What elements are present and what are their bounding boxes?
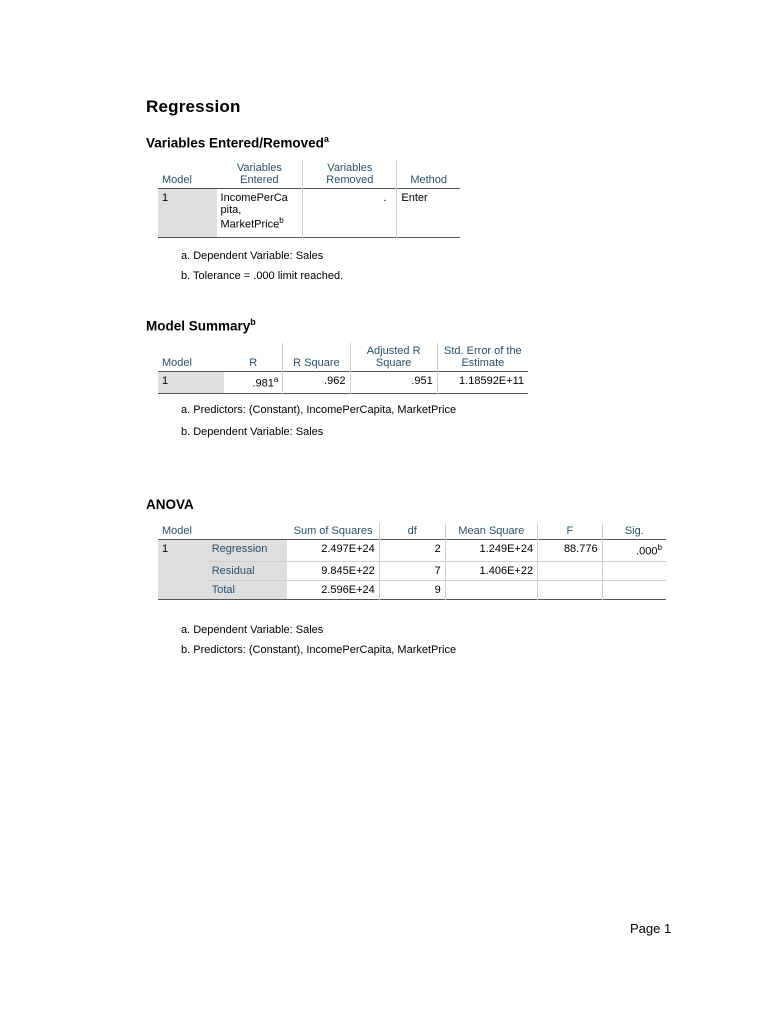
variables-table	[158, 160, 460, 238]
variables-entered-cell	[217, 189, 303, 238]
model-cell: 1	[158, 372, 224, 394]
std-error-cell: 1.18592E+11	[437, 372, 528, 394]
model-cell: 1	[158, 189, 217, 238]
model-cell: 1	[158, 540, 208, 600]
row-label: Total	[208, 580, 288, 599]
col-model: Model	[162, 357, 192, 369]
col-sig: Sig.	[602, 523, 666, 540]
col-variables-removed: Variables Removed	[303, 160, 397, 189]
table-row	[158, 189, 460, 238]
footnote: a. Dependent Variable: Sales	[181, 250, 324, 262]
df-cell: 7	[379, 561, 445, 580]
page-title: Regression	[146, 97, 241, 116]
page-number: Page 1	[630, 921, 672, 936]
col-f: F	[538, 523, 603, 540]
col-sum-of-squares: Sum of Squares	[293, 525, 373, 537]
entered-text: MarketPrice	[220, 218, 280, 231]
variables-heading-sup: a	[323, 134, 329, 144]
col-df: df	[379, 523, 445, 540]
ms-cell	[445, 580, 537, 599]
col-adj-r-square: Adjusted R Square	[350, 343, 437, 372]
footnote: a. Dependent Variable: Sales	[181, 624, 324, 636]
variables-heading-text: Variables Entered/Removed	[146, 135, 324, 151]
col-model: Model	[162, 525, 192, 537]
col-r-square: R Square	[283, 343, 350, 372]
ss-cell: 9.845E+22	[287, 561, 379, 580]
r-cell	[224, 372, 283, 394]
r-square-cell: .962	[283, 372, 350, 394]
df-cell: 2	[379, 540, 445, 562]
col-r: R	[249, 357, 258, 369]
entered-line: IncomePerCa	[220, 192, 288, 204]
anova-table	[158, 523, 666, 600]
ss-cell: 2.497E+24	[321, 543, 375, 555]
r-sup: a	[273, 375, 279, 384]
footnote: b. Dependent Variable: Sales	[181, 426, 324, 438]
model-summary-heading	[146, 317, 256, 334]
footnote: a. Predictors: (Constant), IncomePerCapita, MarketPrice	[181, 404, 457, 416]
f-cell: 88.776	[538, 540, 603, 562]
adj-r-square-cell: .951	[350, 372, 437, 394]
row-label: Residual	[208, 561, 288, 580]
ss-cell: 2.596E+24	[287, 580, 379, 599]
row-label: Regression	[208, 540, 288, 562]
df-cell: 9	[379, 580, 445, 599]
col-variables-entered: Variables Entered	[236, 162, 282, 186]
sig-cell	[602, 561, 666, 580]
table-row	[158, 580, 666, 599]
sig-value: .000	[636, 545, 658, 558]
col-std-error: Std. Error of the Estimate	[437, 343, 528, 372]
anova-heading: ANOVA	[146, 497, 194, 512]
col-model: Model	[162, 174, 192, 186]
sig-cell	[602, 580, 666, 599]
sig-sup: b	[657, 543, 662, 552]
model-summary-table	[158, 343, 528, 394]
entered-sup: b	[279, 216, 284, 225]
variables-heading	[146, 134, 329, 151]
table-row	[158, 372, 528, 394]
col-blank	[208, 523, 288, 540]
f-cell	[538, 580, 603, 599]
variables-removed-cell: .	[303, 189, 397, 238]
f-cell	[538, 561, 603, 580]
footnote: b. Predictors: (Constant), IncomePerCapita, MarketPrice	[181, 644, 457, 656]
entered-line: pita,	[220, 204, 242, 216]
sig-cell	[602, 540, 666, 562]
r-value: .981	[252, 377, 274, 390]
footnote: b. Tolerance = .000 limit reached.	[181, 270, 344, 282]
col-method: Method	[397, 160, 460, 189]
ms-cell: 1.249E+24	[445, 540, 537, 562]
col-mean-square: Mean Square	[445, 523, 537, 540]
method-cell: Enter	[397, 189, 460, 238]
model-summary-heading-sup: b	[250, 317, 256, 327]
model-summary-heading-text: Model Summary	[146, 318, 251, 334]
ms-cell: 1.406E+22	[445, 561, 537, 580]
table-row	[158, 540, 666, 562]
table-row	[158, 561, 666, 580]
entered-line	[221, 216, 299, 231]
